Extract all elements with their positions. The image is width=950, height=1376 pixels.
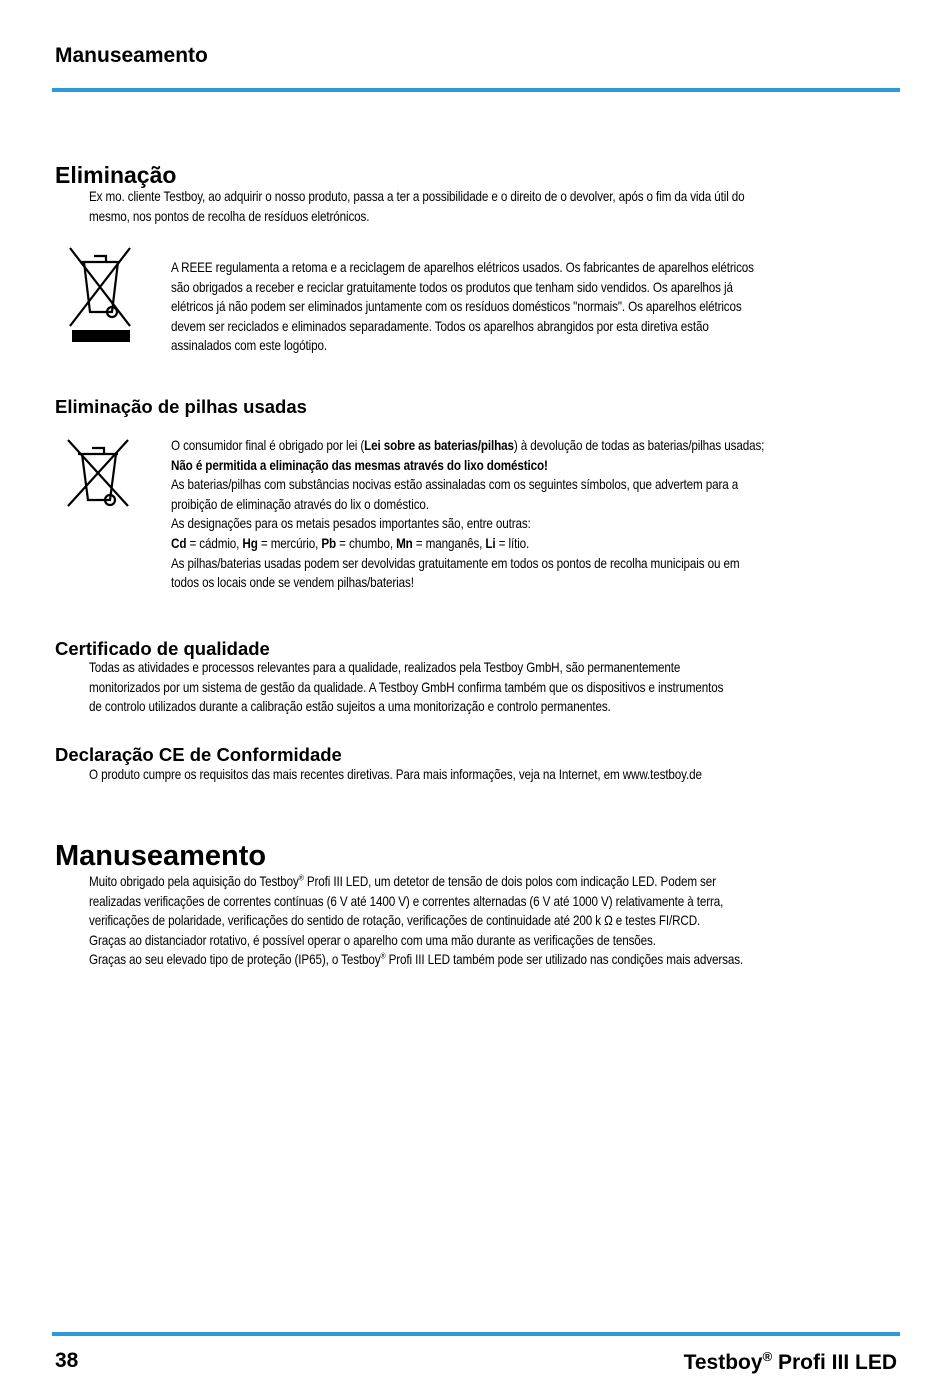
section-heading-pilhas: Eliminação de pilhas usadas [55,396,307,417]
text-run: O consumidor final é obrigado por lei ( [171,438,365,453]
metal-name: = chumbo, [336,535,397,551]
section-heading-declaracao: Declaração CE de Conformidade [55,744,342,765]
footer-rule [52,1332,900,1336]
weee-paragraph [171,258,754,356]
text-line: verificações de polaridade, verificações do sentido de rotação, verificações de continuidade até 200 k Ω e testes FI/RCD. [89,913,701,929]
page-number: 38 [55,1349,79,1372]
warning-line: Não é permitida a eliminação das mesmas através do lixo doméstico! [171,457,548,473]
law-name: Lei sobre as baterias/pilhas [364,438,514,453]
text-line: As baterias/pilhas com substâncias nocivas estão assinaladas com os seguintes símbolos, que advertem para a [171,477,739,493]
text-run: Muito obrigado pela aquisição do Testboy [89,874,299,889]
section-heading-certificado: Certificado de qualidade [55,638,270,659]
text-line: O produto cumpre os requisitos das mais recentes diretivas. Para mais informações, veja na Internet, em www.testboy.de [89,767,702,782]
text-line: As pilhas/baterias usadas podem ser devolvidas gratuitamente em todos os pontos de recolha municipais ou em [171,555,740,571]
registered-mark: ® [298,873,304,883]
metal-symbol: Pb [321,535,337,551]
manuseamento-paragraph [89,872,743,970]
section-heading-manuseamento: Manuseamento [55,840,267,872]
text-line: elétricos já não podem ser eliminados juntamente com os resíduos domésticos "normais". Os aparelhos elétricos [171,299,742,315]
product-model: Profi III LED [772,1351,897,1374]
metal-name: = cádmio, [186,535,243,551]
text-line: de controlo utilizados durante a calibração estão sujeitos a uma monitorização e controlo permanentes. [89,699,611,715]
crossed-wheelie-bin-icon [66,438,130,508]
metal-name: = lítio. [495,535,530,551]
metal-symbol: Mn [396,535,413,551]
text-line: monitorizados por um sistema de gestão da qualidade. A Testboy GmbH confirma também que os dispositivos e instrumentos [89,679,724,695]
metal-symbol: Hg [242,535,258,551]
text-line: Ex mo. cliente Testboy, ao adquirir o nosso produto, passa a ter a possibilidade e o direito de o devolver, após o fim da vida útil do [89,189,745,204]
section-heading-eliminacao: Eliminação [55,162,177,188]
metals-line [171,534,764,554]
eliminacao-intro [89,187,745,226]
text-run: Profi III LED também pode ser utilizado nas condições mais adversas. [385,952,744,968]
text-line: assinalados com este logótipo. [171,338,328,354]
text-run: Graças ao seu elevado tipo de proteção (IP65), o Testboy [89,952,381,968]
metal-name: = mercúrio, [257,535,322,551]
metal-symbol: Cd [171,535,187,551]
page-header-title: Manuseamento [55,44,208,67]
text-line [89,950,743,970]
pilhas-paragraph [171,436,764,593]
text-line: As designações para os metais pesados importantes são, entre outras: [171,516,531,532]
text-run: ) à devolução de todas as baterias/pilhas usadas; [513,438,765,453]
metal-name: = manganês, [412,535,486,551]
metal-symbol: Li [485,535,496,551]
text-run: Profi III LED, um detetor de tensão de dois polos com indicação LED. Podem ser [303,874,716,889]
text-line: Todas as atividades e processos relevantes para a qualidade, realizados pela Testboy GmbH, são permanentemente [89,660,681,675]
text-line: mesmo, nos pontos de recolha de resíduos eletrónicos. [89,208,370,224]
registered-mark: ® [380,951,386,961]
text-line: são obrigados a receber e reciclar gratuitamente todos os produtos que tenham sido vendidos. Os aparelhos já [171,279,733,295]
crossed-wheelie-bin-icon [68,246,132,344]
product-brand: Testboy [683,1351,763,1374]
text-line: Graças ao distanciador rotativo, é possível operar o aparelho com uma mão durante as verificações de tensões. [89,932,656,948]
text-line: todos os locais onde se vendem pilhas/baterias! [171,575,414,591]
text-line: proibição de eliminação através do lix o doméstico. [171,496,429,512]
text-line: A REEE regulamenta a retoma e a reciclagem de aparelhos elétricos usados. Os fabricantes de aparelhos elétricos [171,260,754,275]
text-line [89,872,743,892]
text-line [171,436,764,456]
certificado-paragraph [89,658,723,717]
declaracao-paragraph [89,765,702,785]
header-rule [52,88,900,92]
footer-product-name [684,1349,897,1375]
registered-mark: ® [762,1349,773,1364]
text-line: devem ser reciclados e eliminados separadamente. Todos os aparelhos abrangidos por esta diretiva estão [171,318,709,334]
text-line: realizadas verificações de correntes contínuas (6 V até 1400 V) e correntes alternadas (6 V até 1000 V) relativamente à terra, [89,893,724,909]
